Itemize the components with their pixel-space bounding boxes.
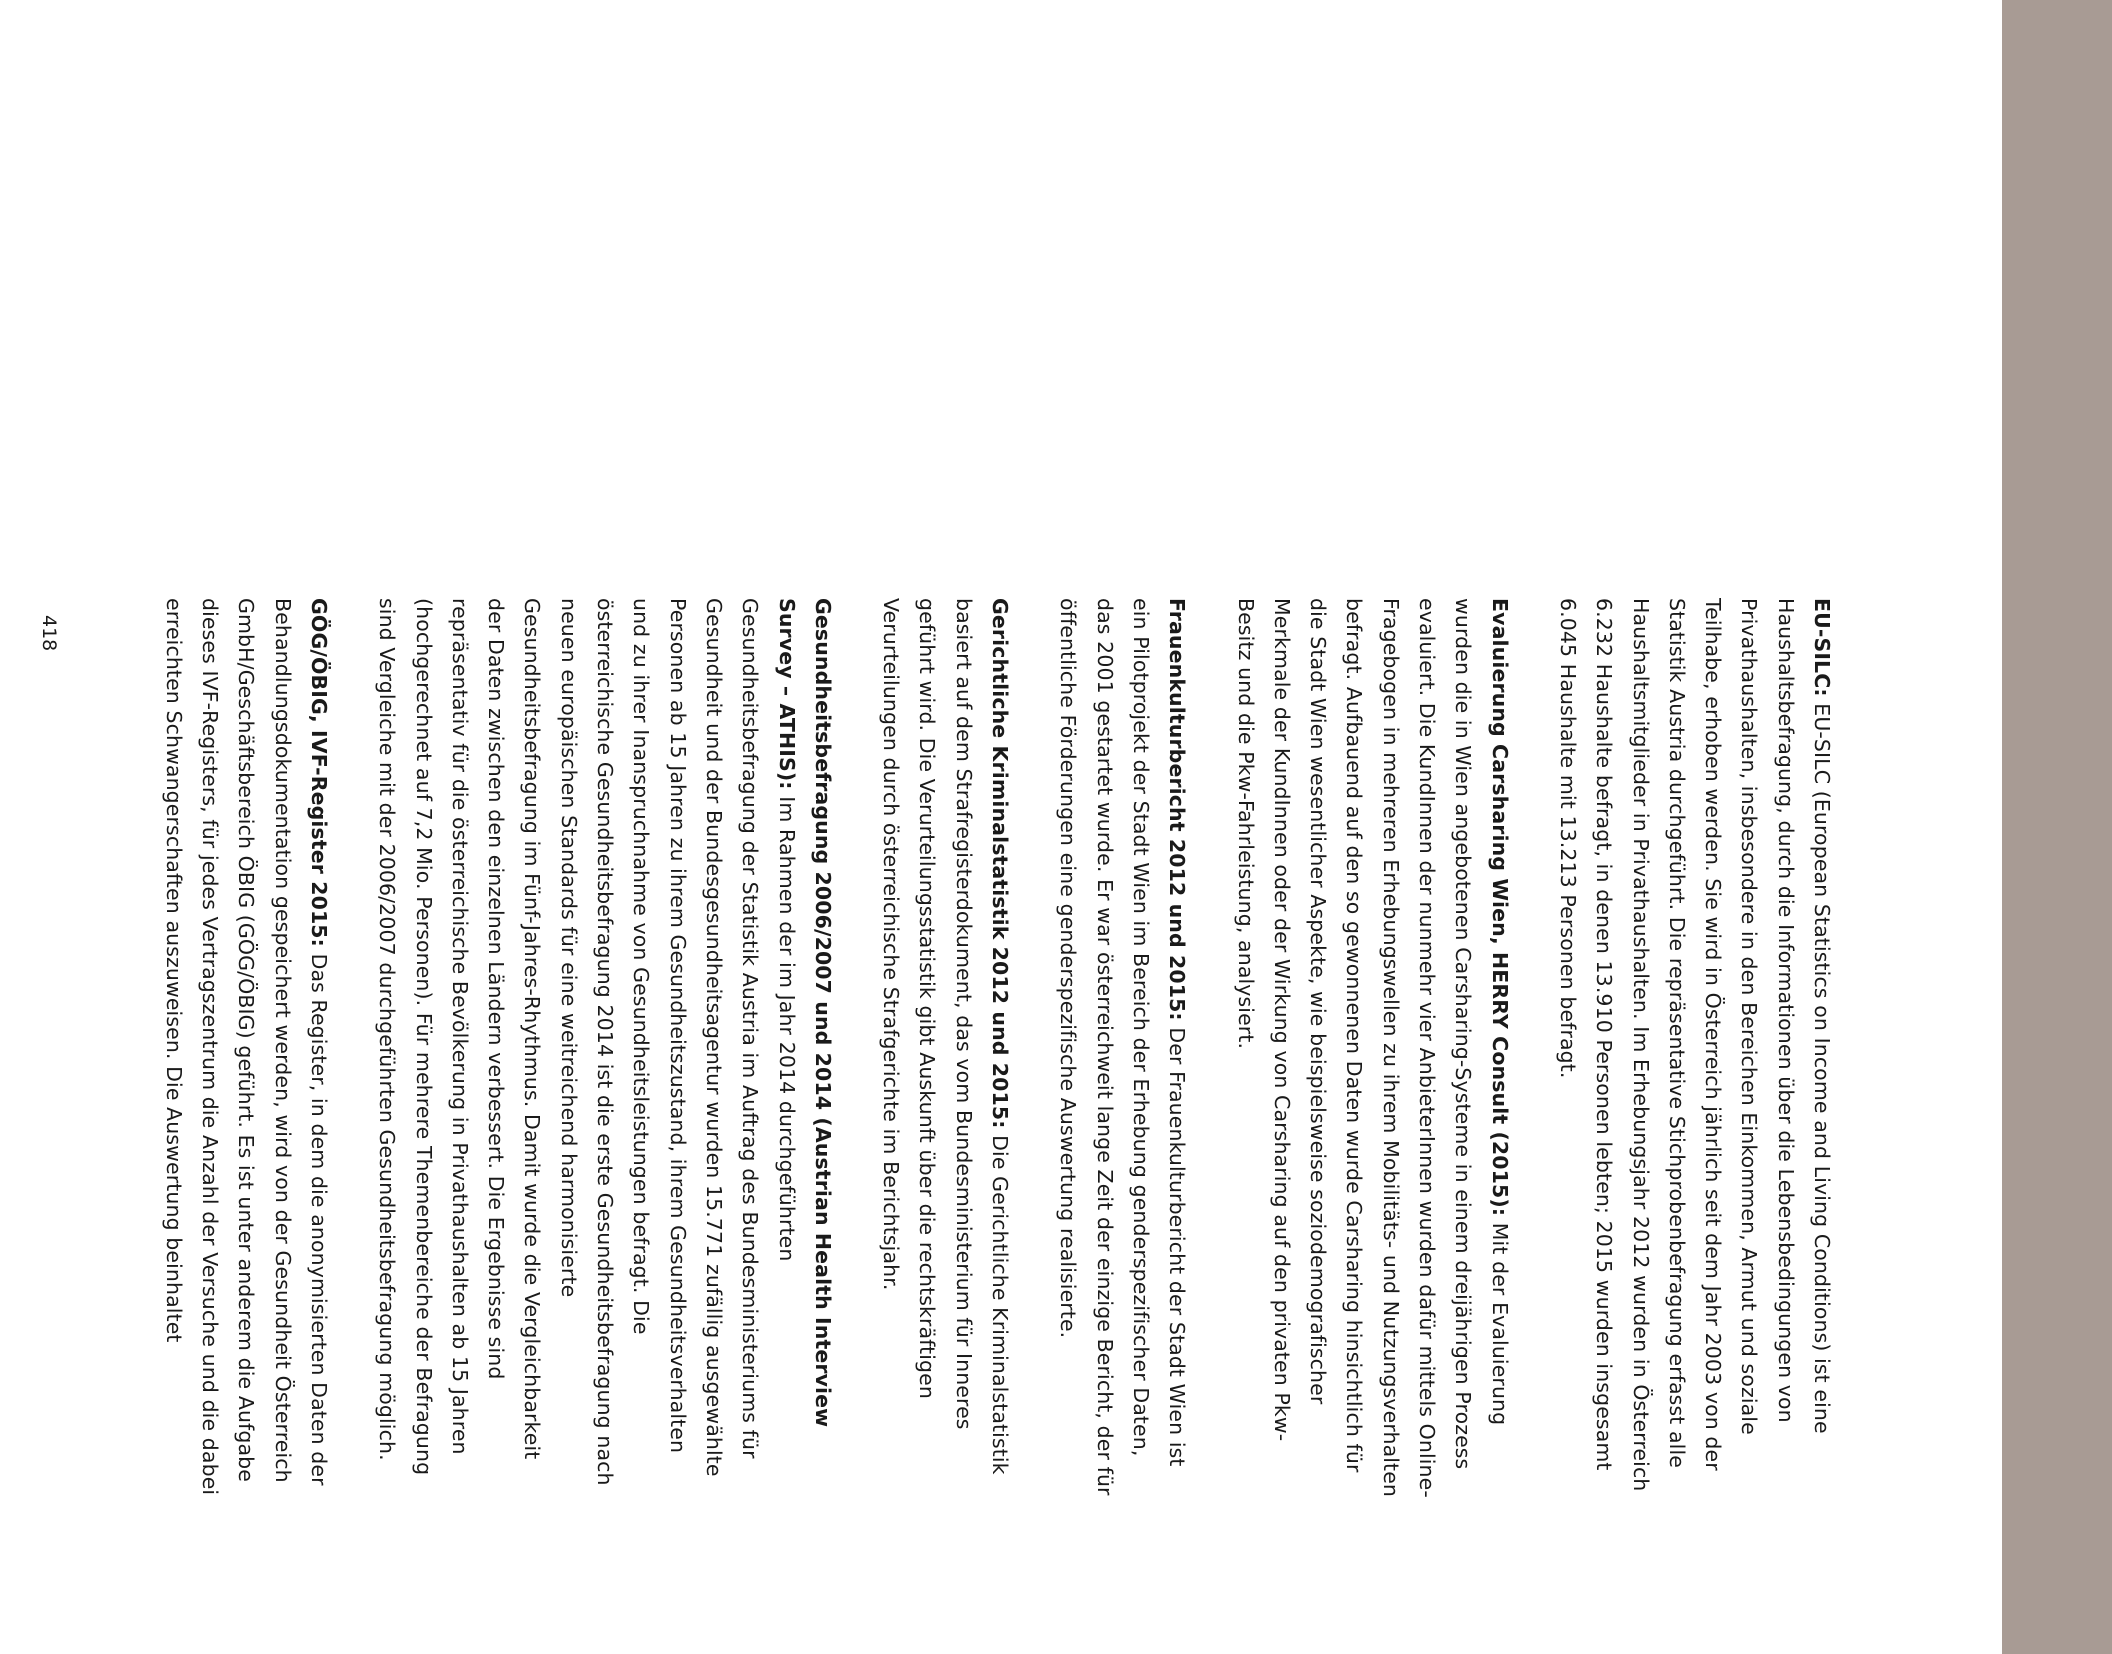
entry-text: Die Gerichtliche Kriminalstatistik basiert auf dem Strafregisterdokument, das vom Bundesministerium für Inneres geführt wird. Die Verurteilungsstatistik gibt Auskunft über die rechtskräftigen Verurteilungen durch österreichische Strafgerichte im Berichtsjahr. — [879, 598, 1013, 1475]
entry-heading: Evaluierung Carsharing Wien, HERRY Consult (2015): — [1487, 598, 1512, 1217]
entry-carsharing — [1227, 598, 1517, 1498]
entry-text: Der Frauenkulturbericht der Stadt Wien ist ein Pilotprojekt der Stadt Wien im Bereich der Erhebung genderspezifischer Daten, das 2001 gestartet wurde. Er war österreichweit lange Zeit der einzige Bericht, der für öffentliche Förderungen eine genderspezifische Auswertung realisierte. — [1056, 598, 1190, 1496]
entry-text: Mit der Evaluierung wurden die in Wien angebotenen Carsharing-Systeme in einem dreijährigen Prozess evaluiert. Die KundInnen der nunmehr vier AnbieterInnen wurden dafür mittels Online-Fragebogen in mehreren Erhebungswellen zu ihrem Mobilitäts- und Nutzungsverhalten befragt. Aufbauend auf den so gewonnenen Daten wurde Carsharing hinsichtlich für die Stadt Wien wesentlicher Aspekte, wie beispielsweise soziodemografischer Merkmale der KundInnen oder der Wirkung von Carsharing auf den privaten Pkw-Besitz und die Pkw-Fahrleistung, analysiert. — [1233, 598, 1512, 1498]
entry-text: Im Rahmen der im Jahr 2014 durchgeführten Gesundheitsbefragung der Statistik Austria im Auftrag des Bundesministeriums für Gesundheit und der Bundesgesundheitsagentur wurden 15.771 zufällig ausgewählte Personen ab 15 Jahren zu ihrem Gesundheitszustand, ihrem Gesundheitsverhalten und zu ihrer Inanspruchnahme von Gesundheitsleistungen befragt. Die österreichische Gesundheitsbefragung 2014 ist die erste Gesundheitsbefragung nach neuen europäischen Standards für eine weitreichend harmonisierte Gesundheitsbefragung im Fünf-Jahres-Rhythmus. Damit wurde die Vergleichbarkeit der Daten zwischen den einzelnen Ländern verbessert. Die Ergebnisse sind repräsentativ für die österreichische Bevölkerung in Privathaushalten ab 15 Jahren (hochgerechnet auf 7,2 Mio. Personen). Für mehrere Themenbereiche der Befragung sind Vergleiche mit der 2006/2007 durchgeführten Gesundheitsbefragung möglich. — [375, 598, 799, 1486]
entry-kriminalstatistik — [873, 598, 1018, 1498]
entry-eu-silc — [1550, 598, 1840, 1498]
entry-gesundheitsbefragung — [369, 598, 841, 1498]
entry-heading: GÖG/ÖBIG, IVF-Register 2015: — [307, 598, 332, 947]
entry-frauenkulturbericht — [1050, 598, 1195, 1498]
entry-text: Das Register, in dem die anonymisierten Daten der Behandlungsdokumentation gespeichert werden, wird von der Gesundheit Österreich GmbH/Geschäftsbereich ÖBIG (GÖG/ÖBIG) geführt. Es ist unter anderem die Aufgabe dieses IVF-Registers, für jedes Vertragszentrum die Anzahl der Versuche und die dabei erreichten Schwangerschaften auszuweisen. Die Auswertung beinhaltet — [161, 598, 332, 1496]
entry-heading: Frauenkulturbericht 2012 und 2015: — [1165, 598, 1190, 1021]
side-color-band — [2002, 0, 2112, 1654]
entry-heading: Gesundheitsbefragung 2006/2007 und 2014 (Austrian Health Interview Survey – ATHIS): — [774, 598, 835, 1428]
page-number: 418 — [38, 615, 60, 652]
entry-ivf-register — [156, 598, 337, 1498]
text-column — [140, 598, 1840, 1498]
entry-heading: Gerichtliche Kriminalstatistik 2012 und 2015: — [988, 598, 1013, 1129]
entry-text: EU-SILC (European Statistics on Income and Living Conditions) ist eine Haushaltsbefragung, durch die Informationen über die Lebensbedingungen von Privathaushalten, insbesondere in den Bereichen Einkommen, Armut und soziale Teilhabe, erhoben werden. Sie wird in Österreich jährlich seit dem Jahr 2003 von der Statistik Austria durchgeführt. Die repräsentative Stichprobenbefragung erfasst alle Haushaltsmitglieder in Privathaushalten. Im Erhebungsjahr 2012 wurden in Österreich 6.232 Haushalte befragt, in denen 13.910 Personen lebten; 2015 wurden insgesamt 6.045 Haushalte mit 13.213 Personen befragt. — [1555, 598, 1834, 1492]
entry-heading: EU-SILC: — [1810, 598, 1834, 697]
